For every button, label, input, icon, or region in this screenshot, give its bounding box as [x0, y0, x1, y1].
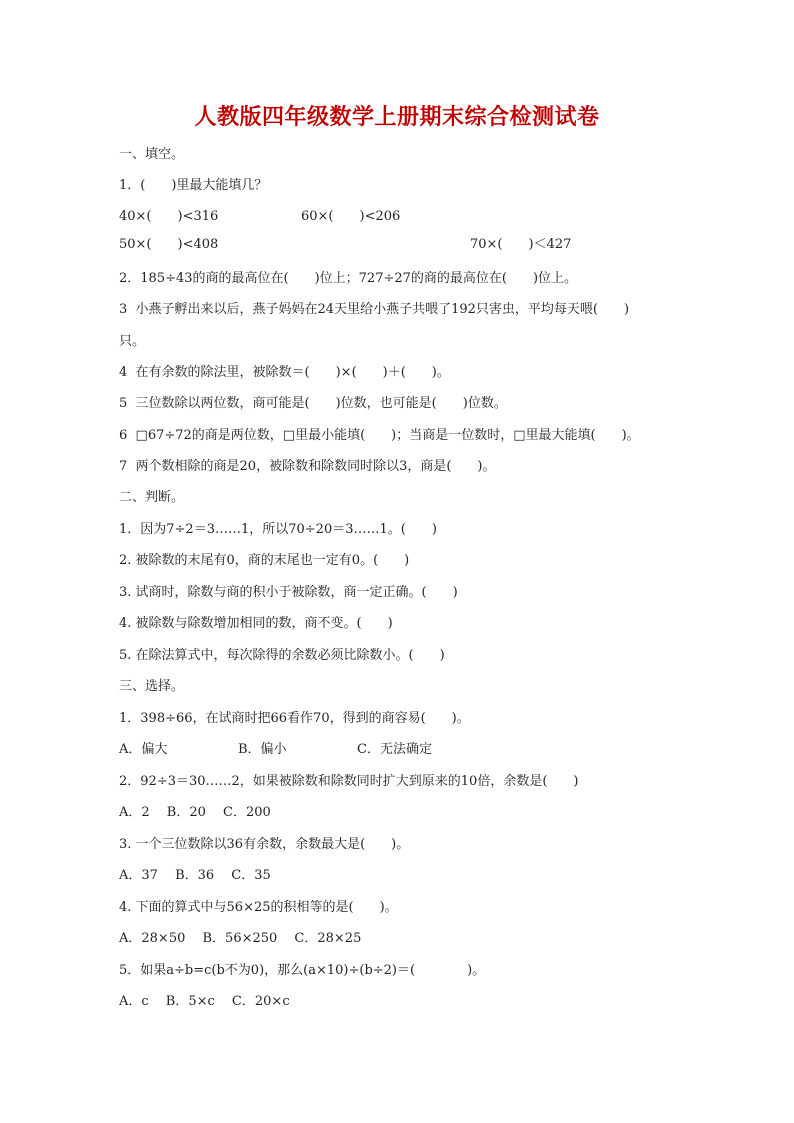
fill-question-3-cont: 只。 — [119, 334, 146, 349]
choose-question-1-option-c: C．无法确定 — [357, 742, 432, 757]
fill-question-1: 1．( )里最大能填几？ — [119, 178, 268, 193]
fill-question-2: 2．185÷43的商的最高位在( )位上；727÷27的商的最高位在( )位上。 — [119, 271, 578, 286]
fill-question-1a: 40×( )<316 — [119, 209, 219, 224]
judge-question-5: 5. 在除法算式中，每次除得的余数必须比除数小。( ) — [119, 648, 445, 663]
page-title: 人教版四年级数学上册期末综合检测试卷 — [194, 104, 600, 130]
choose-question-5: 5．如果a÷b=c(b不为0)，那么(a×10)÷(b÷2)＝( )。 — [119, 963, 486, 978]
judge-question-2: 2. 被除数的末尾有0，商的末尾也一定有0。( ) — [119, 553, 410, 568]
judge-question-1: 1．因为7÷2＝3……1，所以70÷20＝3……1。( ) — [119, 522, 437, 537]
fill-question-6: 6 □67÷72的商是两位数，□里最小能填( )；当商是一位数时，□里最大能填( )。 — [119, 428, 640, 443]
fill-question-1d: 70×( )＜427 — [470, 237, 572, 252]
judge-question-4: 4. 被除数与除数增加相同的数，商不变。( ) — [119, 616, 393, 631]
fill-question-7: 7 两个数相除的商是20，被除数和除数同时除以3，商是( )。 — [119, 459, 496, 474]
choose-question-4: 4. 下面的算式中与56×25的积相等的是( )。 — [119, 900, 398, 915]
section-choose-heading: 三、选择。 — [119, 679, 185, 694]
choose-question-2: 2．92÷3＝30……2，如果被除数和除数同时扩大到原来的10倍，余数是( ) — [119, 774, 579, 789]
choose-question-3: 3. 一个三位数除以36有余数，余数最大是( )。 — [119, 837, 410, 852]
choose-question-2-options: A．2 B．20 C．200 — [119, 805, 271, 820]
judge-question-3: 3. 试商时，除数与商的积小于被除数，商一定正确。( ) — [119, 585, 458, 600]
section-judge-heading: 二、判断。 — [119, 490, 185, 505]
choose-question-4-options: A．28×50 B．56×250 C．28×25 — [119, 931, 362, 946]
choose-question-1-option-a: A．偏大 — [119, 742, 168, 757]
fill-question-5: 5 三位数除以两位数，商可能是( )位数，也可能是( )位数。 — [119, 396, 507, 411]
section-fill-heading: 一、填空。 — [119, 147, 185, 162]
fill-question-3: 3 小燕子孵出来以后，燕子妈妈在24天里给小燕子共喂了192只害虫，平均每天喂( ) — [119, 302, 630, 317]
choose-question-1: 1．398÷66，在试商时把66看作70，得到的商容易( )。 — [119, 711, 470, 726]
fill-question-1c: 50×( )<408 — [119, 237, 219, 252]
fill-question-4: 4 在有余数的除法里，被除数＝( )×( )＋( )。 — [119, 365, 450, 380]
fill-question-1b: 60×( )<206 — [301, 209, 401, 224]
choose-question-3-options: A．37 B．36 C．35 — [119, 868, 271, 883]
choose-question-5-options: A．c B．5×c C．20×c — [119, 994, 290, 1009]
choose-question-1-option-b: B．偏小 — [238, 742, 287, 757]
